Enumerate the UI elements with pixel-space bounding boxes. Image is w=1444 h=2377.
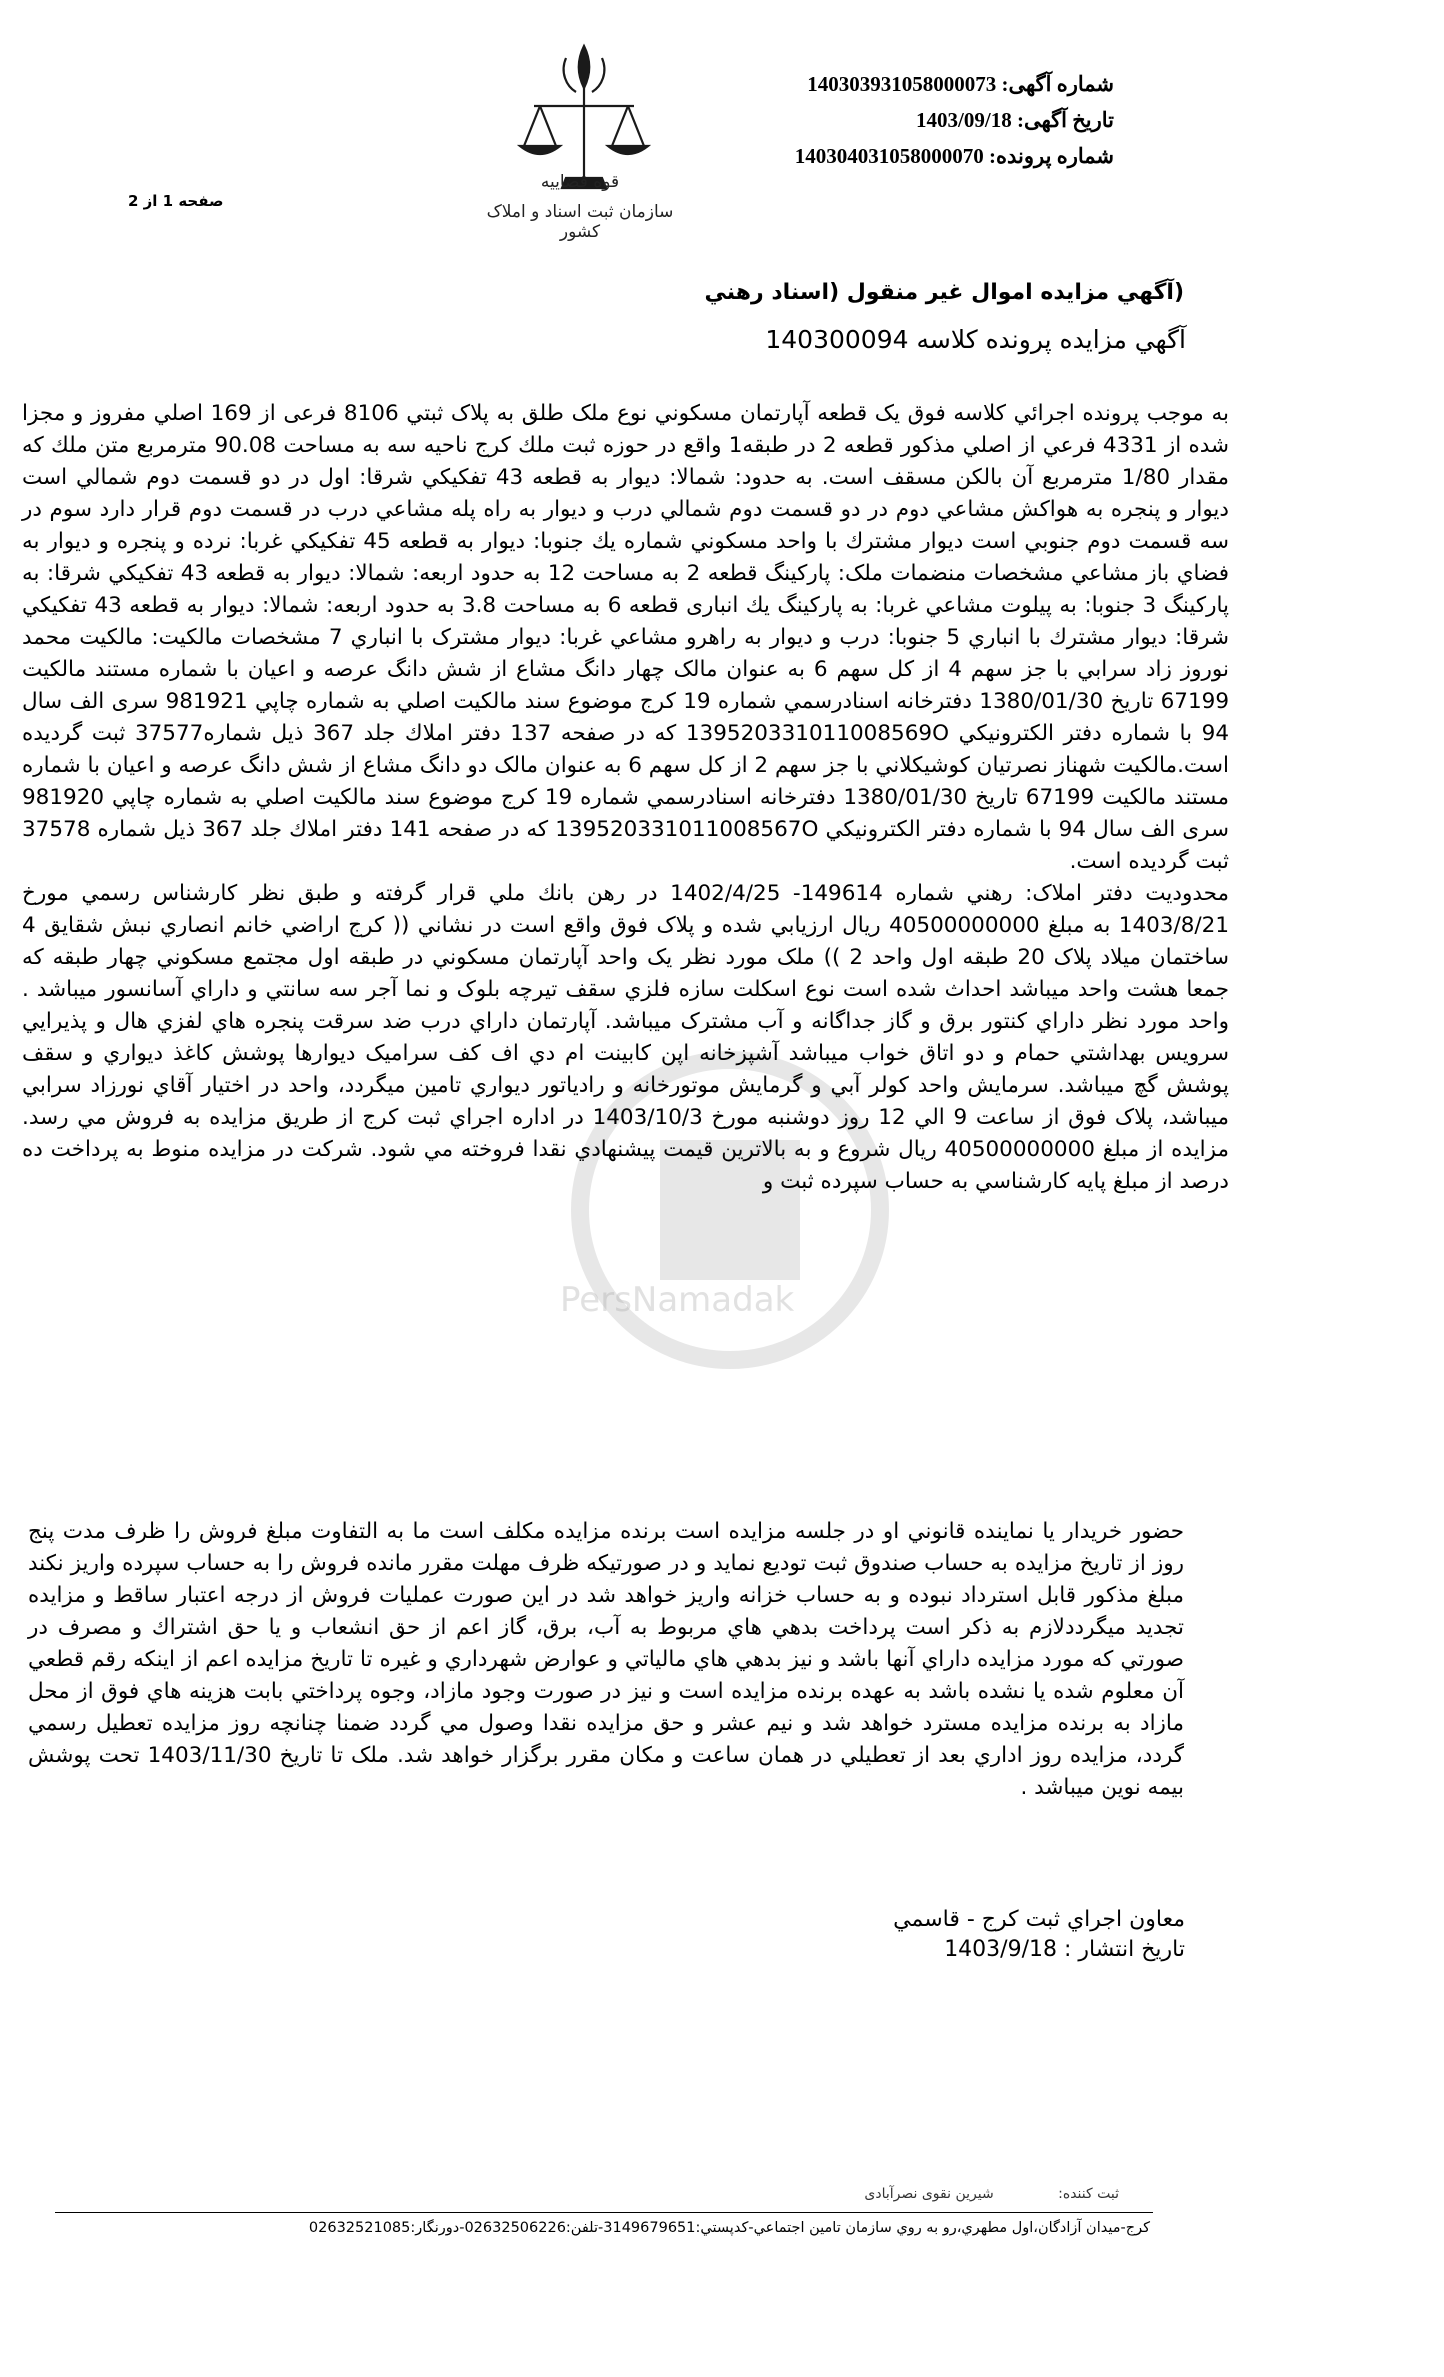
ad-date-row <box>795 102 1114 138</box>
ad-number-row <box>795 66 1114 102</box>
body-paragraph-2: حضور خريدار يا نماينده قانوني او در جلسه مزايده است برنده مزايده مكلف است ما به التفاوت مبلغ فروش را ظرف مدت پنج روز از تاريخ مزايده به حساب صندوق ثبت توديع نمايد و در صورتيكه ظرف مهلت مقرر مانده فروش را به حساب سپرده واريز نكند مبلغ مذكور قابل استرداد نبوده و به حساب خزانه واريز خواهد شد در اين صورت عمليات فروش از درجه اعتبار ساقط و مزايده تجديد ميگرددلازم به ذكر است پرداخت بدهي هاي مربوط به آب، برق، گاز اعم از حق انشعاب و يا حق اشتراك و مصرف در صورتي كه مورد مزايده داراي آنها باشد و نيز بدهي هاي مالياتي و عوارض شهرداري و غيره تا تاريخ مزايده اعم از اينكه رقم قطعي آن معلوم شده يا نشده باشد به عهده برنده مزايده است و نيز در صورت وجود مازاد، وجوه پرداختي بابت هزينه هاي فوق از محل مازاد به برنده مزايده مسترد خواهد شد و نيم عشر و حق مزايده نقدا وصول مي گردد ضمنا چنانچه روز مزايده تعطيل رسمي گردد، مزايده روز اداري بعد از تعطيلي در همان ساعت و مكان مقرر برگزار خواهد شد. ملک تا تاريخ 1403/11/30 تحت پوشش بيمه نوين ميباشد . <box>28 1519 1184 1800</box>
registered-by-name: شیرین نقوی نصرآبادی <box>864 2186 994 2202</box>
publish-date: تاريخ انتشار : 1403/9/18 <box>944 1937 1185 1962</box>
page-indicator: صفحه 1 از 2 <box>128 192 224 210</box>
case-number-row <box>795 138 1114 174</box>
ad-meta <box>795 66 1114 174</box>
watermark-text: PersNamadak <box>560 1280 795 1320</box>
ad-number: 14030393105800007​3 <box>807 72 997 96</box>
logo-caption-judiciary: قوه قضاییه <box>540 172 620 192</box>
signature-block <box>893 1905 1185 1965</box>
ad-date: 1403/09/18 <box>916 108 1012 132</box>
case-number-label: شماره پرونده: <box>989 144 1114 168</box>
ad-date-label: تاریخ آگهی: <box>1016 108 1114 132</box>
ad-number-label: شماره آگهی: <box>1001 72 1114 96</box>
footer-address: كرج-ميدان آزادگان،اول مطهري،رو به روي سازمان تامين اجتماعي-كدپستي:3149679651-تلفن:02632506226-دورنگار:02632521085 <box>308 2220 1150 2236</box>
notice-title: (آگهي مزايده اموال غير منقول (اسناد رهني <box>704 280 1184 305</box>
registered-by <box>864 2186 1119 2202</box>
signatory: معاون اجراي ثبت كرج - قاسمي <box>893 1907 1185 1932</box>
body-paragraph-1: به موجب پرونده اجرائي كلاسه فوق يک قطعه آپارتمان مسكوني نوع ملک طلق به پلاک ثبتي 8106 فرعی از 169 اصلي مفروز و مجزا شده از 4331 فرعي از اصلي مذكور قطعه 2 در طبقه1 واقع در حوزه ثبت ملك كرج ناحيه سه به مساحت 90.08 مترمربع متن ملك كه مقدار 1/80 مترمربع آن بالكن مسقف است. به حدود: شمالا: ديوار به قطعه 43 تفكيكي شرقا: اول در دو قسمت دوم شمالي است ديوار و پنجره به هواكش مشاعي دوم در دو قسمت دوم شمالي درب و ديوار به راه پله مشاعي درب در قسمت دوم قرار دارد سوم در سه قسمت دوم جنوبي است ديوار مشترك با واحد مسكوني شماره يك جنوبا: ديوار به قطعه 45 تفكيكي غربا: نرده و پنجره و ديوار به فضاي باز مشاعي مشخصات منضمات ملک: پاركينگ قطعه 2 به مساحت 12 به حدود اربعه: شمالا: ديوار به قطعه 43 تفكيكي شرقا: به پاركينگ 3 جنوبا: به پيلوت مشاعي غربا: به پاركينگ يك انباری قطعه 6 به مساحت 3.8 به حدود اربعه: شمالا: ديوار به قطعه 43 تفكيكي شرقا: ديوار مشترك با انباري 5 جنوبا: درب و ديوار به راهرو مشاعي غربا: ديوار مشترک با انباري 7 مشخصات مالكيت: مالكيت محمد نوروز زاد سرابي با جز سهم 4 از كل سهم 6 به عنوان مالک چهار دانگ مشاع از شش دانگ عرصه و اعيان با شماره مستند مالكيت 67199 تاريخ 1380/01/30 دفترخانه اسنادرسمي شماره 19 كرج موضوع سند مالكيت اصلي به شماره چاپي 981921 سری الف سال 94 با شماره دفتر الكترونيكي 139520331011008569O كه در صفحه 137 دفتر املاك جلد 367 ذيل شماره37577 ثبت گرديده است.مالكيت شهناز نصرتيان كوشيكلاني با جز سهم 2 از كل سهم 6 به عنوان مالک دو دانگ مشاع از شش دانگ عرصه و اعيان با شماره مستند مالكيت 67199 تاريخ 1380/01/30 دفترخانه اسنادرسمي شماره 19 كرج موضوع سند مالكيت اصلي به شماره چاپي 981920 سری الف سال 94 با شماره دفتر الكترونيكي 139520331011008567O كه در صفحه 141 دفتر املاك جلد 367 ذيل شماره 37578 ثبت گرديده است. محدوديت دفتر املاک: رهني شماره 149614- 1402/4/25 در رهن بانك ملي قرار گرفته و طبق نظر كارشناس رسمي مورخ 1403/8/21 به مبلغ 40500000000 ريال ارزيابي شده و پلاک فوق واقع است در نشاني (( كرج اراضي خانم انصاري نبش شقايق 4 ساختمان ميلاد پلاک 20 طبقه اول واحد 2 )) ملک مورد نظر يک واحد آپارتمان مسكوني در طبقه اول مجتمع مسكوني چهار طبقه كه جمعا هشت واحد ميباشد احداث شده است نوع اسكلت سازه فلزي سقف تيرچه بلوک و نما آجر سه سانتي و داراي آسانسور ميباشد . واحد مورد نظر داراي كنتور برق و گاز جداگانه و آب مشترک ميباشد. آپارتمان داراي درب ضد سرقت پنجره هاي لفزي هال و پذيرايي سرويس بهداشتي حمام و دو اتاق خواب ميباشد آشپزخانه اپن كابينت ام دي اف كف سراميک ديوارها پوشش كاغذ ديواري و سقف پوشش گچ ميباشد. سرمايش واحد كولر آبي و گرمايش موتورخانه و رادياتور ديواري تامين ميگردد، واحد در اختيار آقاي نورزاد سرابي ميباشد، پلاک فوق از ساعت 9 الي 12 روز دوشنبه مورخ 1403/10/3 در اداره اجراي ثبت كرج از طريق مزايده به فروش مي رسد. مزايده از مبلغ 40500000000 ريال شروع و به بالاترين قيمت پيشنهادي نقدا فروخته مي شود. شركت در مزايده منوط به پرداخت ده درصد از مبلغ پايه كارشناسي به حساب سپرده ثبت و <box>22 401 1230 1194</box>
logo-caption-org: سازمان ثبت اسناد و املاک کشور <box>486 202 674 242</box>
notice-subtitle: آگهي مزايده پرونده كلاسه 140300094 <box>765 325 1186 354</box>
case-number: 140304031058000070 <box>794 144 984 168</box>
footer-divider <box>55 2212 1153 2213</box>
registered-by-label: ثبت کننده: <box>1058 2186 1119 2202</box>
